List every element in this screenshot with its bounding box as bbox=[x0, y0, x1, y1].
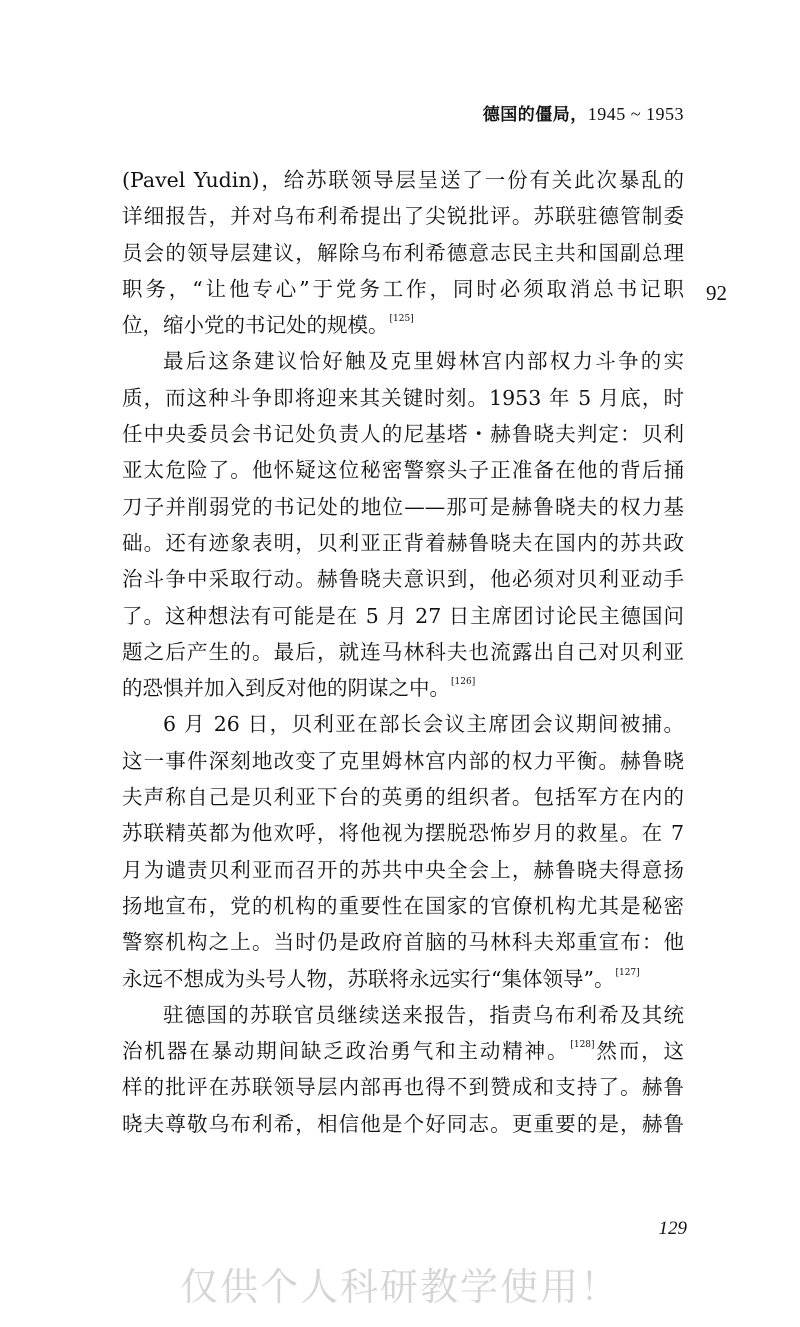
text-line: 任中央委员会书记处负责人的尼基塔・赫鲁晓夫判定：贝利 bbox=[122, 422, 684, 447]
endnote-marker[interactable]: [125] bbox=[389, 314, 414, 325]
text-line: 位，缩小党的书记处的规模。 bbox=[122, 313, 389, 338]
text-line-with-note bbox=[122, 961, 684, 997]
text-line: 详细报告，并对乌布利希提出了尖锐批评。苏联驻德管制委 bbox=[122, 204, 684, 229]
text-line: 刀子并削弱党的书记处的地位——那可是赫鲁晓夫的权力基 bbox=[122, 494, 684, 519]
text-line: 晓夫尊敬乌布利希，相信他是个好同志。更重要的是，赫鲁 bbox=[122, 1111, 684, 1136]
text-line: 的恐惧并加入到反对他的阴谋之中。 bbox=[122, 676, 450, 701]
text-line: (Pavel Yudin)，给苏联领导层呈送了一份有关此次暴乱的 bbox=[122, 168, 684, 192]
text-line: 题之后产生的。最后，就连马林科夫也流露出自己对贝利亚 bbox=[122, 639, 684, 664]
endnote-marker[interactable]: [128] bbox=[570, 1040, 595, 1051]
margin-page-reference: 92 bbox=[706, 281, 727, 305]
text-line: 苏联精英都为他欢呼，将他视为摆脱恐怖岁月的救星。在 7 bbox=[122, 821, 684, 846]
text-line: 治斗争中采取行动。赫鲁晓夫意识到，他必须对贝利亚动手 bbox=[122, 567, 684, 592]
endnote-marker[interactable]: [127] bbox=[615, 967, 640, 978]
text-line-with-note bbox=[122, 670, 684, 706]
text-line: 月为谴责贝利亚而召开的苏共中央全会上，赫鲁晓夫得意扬 bbox=[122, 857, 684, 882]
text-line: 永远不想成为头号人物，苏联将永远实行“集体领导”。 bbox=[122, 966, 615, 991]
body-text bbox=[122, 162, 684, 1142]
header-years: 1945 ~ 1953 bbox=[587, 104, 684, 124]
text-line: 驻德国的苏联官员继续送来报告，指责乌布利希及其统 bbox=[163, 1002, 684, 1027]
text-line: 了。这种想法有可能是在 5 月 27 日主席团讨论民主德国问 bbox=[122, 603, 684, 628]
text-line-with-note bbox=[122, 307, 684, 343]
text-line: 警察机构之上。当时仍是政府首脑的马林科夫郑重宣布：他 bbox=[122, 930, 684, 955]
header-title: 德国的僵局， bbox=[482, 105, 588, 125]
running-header bbox=[483, 100, 684, 125]
page-number: 129 bbox=[658, 1218, 687, 1239]
text-line: 员会的领导层建议，解除乌布利希德意志民主共和国副总理 bbox=[122, 240, 684, 265]
text-line: 职务，“让他专心”于党务工作，同时必须取消总书记职 bbox=[122, 276, 684, 301]
endnote-marker[interactable]: [126] bbox=[451, 677, 476, 688]
text-line: 础。还有迹象表明，贝利亚正背着赫鲁晓夫在国内的苏共政 bbox=[122, 530, 684, 555]
text-line: 这一事件深刻地改变了克里姆林宫内部的权力平衡。赫鲁晓 bbox=[122, 748, 684, 773]
text-line: 质，而这种斗争即将迎来其关键时刻。1953 年 5 月底，时 bbox=[122, 385, 684, 410]
text-line: 扬地宣布，党的机构的重要性在国家的官僚机构尤其是秘密 bbox=[122, 893, 684, 918]
text-line: 6 月 26 日，贝利亚在部长会议主席团会议期间被捕。 bbox=[163, 712, 684, 737]
text-line: 治机器在暴动期间缺乏政治勇气和主动精神。 bbox=[122, 1039, 570, 1064]
text-line-continuation: 然而，这 bbox=[594, 1039, 685, 1064]
text-line: 夫声称自己是贝利亚下台的英勇的组织者。包括军方在内的 bbox=[122, 785, 684, 810]
text-line: 亚太危险了。他怀疑这位秘密警察头子正准备在他的背后捅 bbox=[122, 458, 684, 483]
text-line-with-note bbox=[122, 1033, 684, 1069]
watermark-text: 仅供个人科研教学使用！ bbox=[179, 1265, 620, 1309]
text-line: 样的批评在苏联领导层内部再也得不到赞成和支持了。赫鲁 bbox=[122, 1075, 684, 1100]
text-line: 最后这条建议恰好触及克里姆林宫内部权力斗争的实 bbox=[163, 349, 684, 374]
